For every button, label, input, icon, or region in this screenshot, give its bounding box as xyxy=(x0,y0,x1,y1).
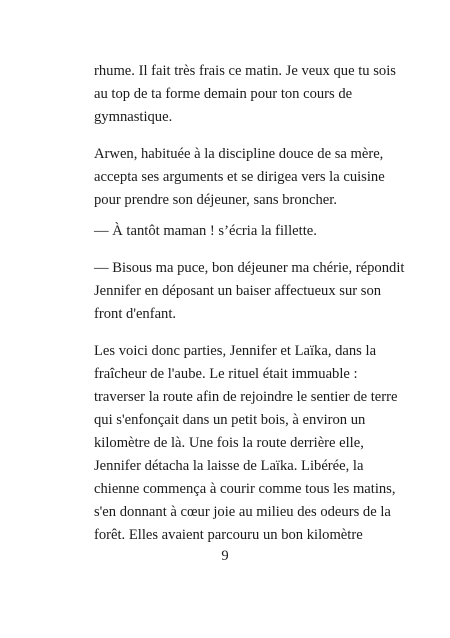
text-line: front d'enfant. xyxy=(94,306,177,322)
dialogue-line: — À tantôt maman ! s’écria la fillette. xyxy=(94,223,317,239)
text-line: Jennifer en déposant un baiser affectueux sur son xyxy=(94,283,382,299)
text-line: forêt. Elles avaient parcouru un bon kilomètre xyxy=(94,527,363,543)
page-number: 9 xyxy=(221,548,229,564)
text-line: rhume. Il fait très frais ce matin. Je veux que tu sois xyxy=(94,63,396,79)
text-line: fraîcheur de l'aube. Le rituel était immuable : xyxy=(94,366,358,382)
dialogue-line: — Bisous ma puce, bon déjeuner ma chérie, répondit xyxy=(94,260,405,276)
text-line: accepta ses arguments et se dirigea vers la cuisine xyxy=(94,169,385,185)
text-line: s'en donnant à cœur joie au milieu des odeurs de la xyxy=(94,504,391,520)
text-line: gymnastique. xyxy=(94,109,173,125)
text-line: Arwen, habituée à la discipline douce de sa mère, xyxy=(94,146,384,162)
text-line: Les voici donc parties, Jennifer et Laïka, dans la xyxy=(94,343,377,359)
text-line: traverser la route afin de rejoindre le sentier de terre xyxy=(94,389,398,405)
text-line: chienne commença à courir comme tous les matins, xyxy=(94,481,396,497)
text-line: kilomètre de là. Une fois la route derrière elle, xyxy=(94,435,364,451)
text-line: qui s'enfonçait dans un petit bois, à environ un xyxy=(94,412,366,428)
text-line: Jennifer détacha la laisse de Laïka. Libérée, la xyxy=(94,458,364,474)
text-line: pour prendre son déjeuner, sans broncher. xyxy=(94,192,337,208)
text-line: au top de ta forme demain pour ton cours de xyxy=(94,86,353,102)
